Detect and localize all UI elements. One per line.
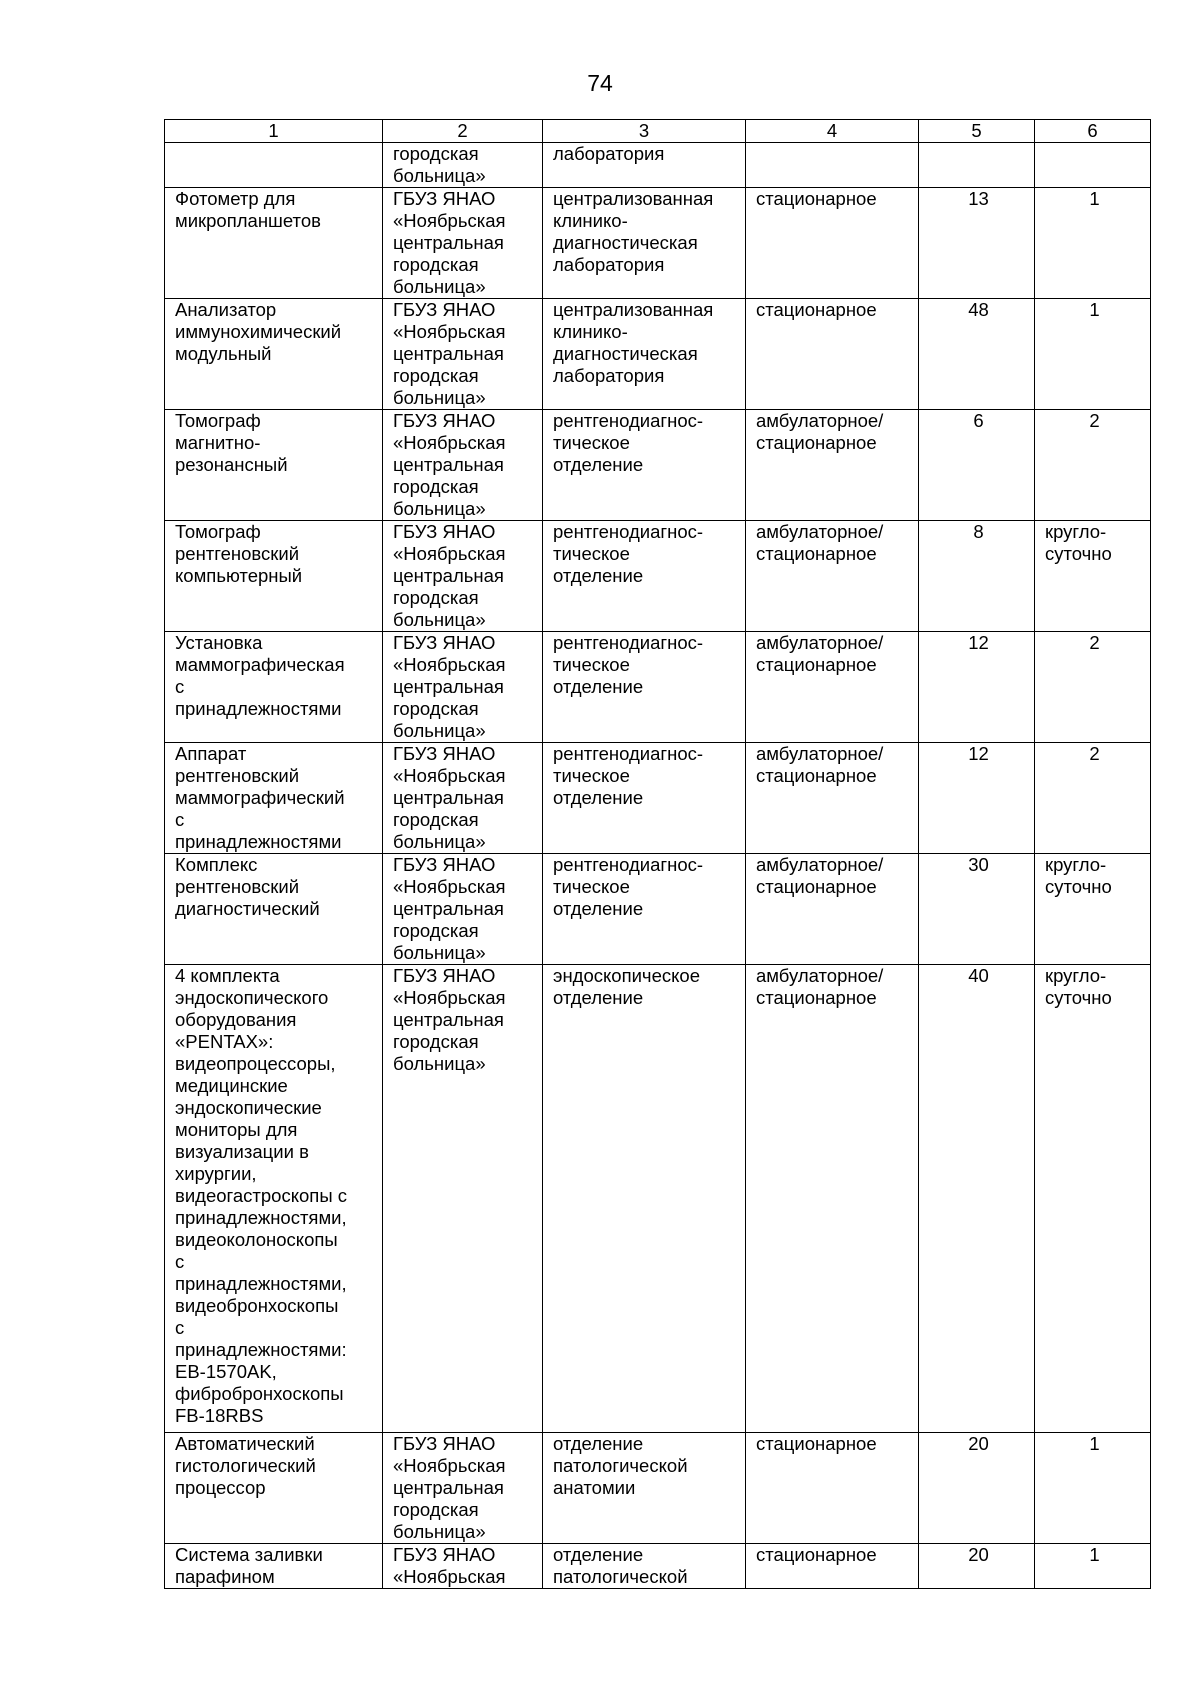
cell-text-line: рентгенодиагнос- — [553, 743, 704, 764]
cell-shifts — [1035, 410, 1151, 521]
column-header-5: 5 — [919, 120, 1035, 143]
cell-equipment-name — [165, 143, 383, 188]
cell-care-type — [746, 1433, 919, 1544]
cell-text-line: амбулаторное/ — [756, 743, 884, 764]
cell-text-line: Комплекс — [175, 854, 258, 875]
cell-organization — [383, 854, 543, 965]
cell-text-line: 1 — [1089, 1433, 1100, 1454]
cell-care-type — [746, 743, 919, 854]
cell-text-line: больница» — [393, 942, 486, 963]
table-row — [165, 1544, 1151, 1589]
cell-text-line: рентгеновский — [175, 543, 300, 564]
cell-care-type — [746, 410, 919, 521]
cell-text-line: лаборатория — [553, 254, 665, 275]
cell-text-line: принадлежностями — [175, 698, 342, 719]
cell-text-line: рентгеновский — [175, 876, 300, 897]
cell-text-line: с — [175, 1251, 185, 1272]
cell-department — [543, 143, 746, 188]
cell-text-line: фибробронхоскопы — [175, 1383, 344, 1404]
cell-shifts — [1035, 854, 1151, 965]
cell-equipment-name — [165, 299, 383, 410]
cell-text-line: с — [175, 809, 185, 830]
cell-department — [543, 632, 746, 743]
cell-text-line: с — [175, 1317, 185, 1338]
cell-care-type — [746, 521, 919, 632]
cell-text-line: медицинские — [175, 1075, 288, 1096]
table-row — [165, 632, 1151, 743]
cell-text-line: суточно — [1045, 987, 1112, 1008]
cell-shifts — [1035, 521, 1151, 632]
cell-text-line: рентгеновский — [175, 765, 300, 786]
cell-department — [543, 299, 746, 410]
cell-equipment-name — [165, 410, 383, 521]
cell-text-line: «Ноябрьская — [393, 210, 506, 231]
cell-text-line: центральная — [393, 787, 504, 808]
column-header-2: 2 — [383, 120, 543, 143]
column-header-6: 6 — [1035, 120, 1151, 143]
cell-text-line: амбулаторное/ — [756, 965, 884, 986]
cell-department — [543, 1544, 746, 1589]
cell-text-line: больница» — [393, 1521, 486, 1542]
table-body — [165, 143, 1151, 1589]
cell-text-line: больница» — [393, 387, 486, 408]
cell-text-line: больница» — [393, 609, 486, 630]
cell-text-line: Автоматический — [175, 1433, 315, 1454]
cell-organization — [383, 299, 543, 410]
cell-text-line: стационарное — [756, 654, 877, 675]
cell-text-line: городская — [393, 254, 479, 275]
cell-organization — [383, 1433, 543, 1544]
cell-text-line: центральная — [393, 1009, 504, 1030]
cell-department — [543, 965, 746, 1433]
cell-text-line: городская — [393, 1499, 479, 1520]
cell-text-line: городская — [393, 698, 479, 719]
cell-text-line: процессор — [175, 1477, 266, 1498]
header-row — [165, 120, 1151, 143]
cell-hours: 48 — [919, 299, 1035, 410]
cell-text-line: Анализатор — [175, 299, 277, 320]
cell-equipment-name — [165, 188, 383, 299]
cell-text-line: ГБУЗ ЯНАО — [393, 299, 496, 320]
column-header-3: 3 — [543, 120, 746, 143]
cell-equipment-name — [165, 521, 383, 632]
cell-text-line: отделение — [553, 787, 644, 808]
cell-text-line: рентгенодиагнос- — [553, 854, 704, 875]
cell-text-line: тическое — [553, 654, 630, 675]
cell-text-line: эндоскопическое — [553, 965, 700, 986]
cell-shifts — [1035, 188, 1151, 299]
cell-text-line: Установка — [175, 632, 263, 653]
cell-text-line: больница» — [393, 720, 486, 741]
cell-department — [543, 521, 746, 632]
table-row — [165, 143, 1151, 188]
cell-text-line: эндоскопические — [175, 1097, 322, 1118]
cell-text-line: визуализации в — [175, 1141, 309, 1162]
cell-text-line: гистологический — [175, 1455, 316, 1476]
cell-text-line: центральная — [393, 898, 504, 919]
cell-shifts — [1035, 1433, 1151, 1544]
table-row — [165, 743, 1151, 854]
cell-text-line: стационарное — [756, 1433, 877, 1454]
cell-text-line: центральная — [393, 1477, 504, 1498]
cell-text-line: анатомии — [553, 1477, 636, 1498]
cell-text-line: отделение — [553, 898, 644, 919]
cell-text-line: городская — [393, 809, 479, 830]
cell-text-line: 1 — [1089, 1544, 1100, 1565]
equipment-table — [164, 119, 1151, 1589]
cell-text-line: модульный — [175, 343, 272, 364]
cell-text-line: централизованная — [553, 299, 714, 320]
cell-care-type — [746, 965, 919, 1433]
cell-text-line: центральная — [393, 454, 504, 475]
cell-text-line: рентгенодиагнос- — [553, 521, 704, 542]
cell-text-line: стационарное — [756, 188, 877, 209]
cell-text-line: «Ноябрьская — [393, 765, 506, 786]
cell-hours: 8 — [919, 521, 1035, 632]
column-header-1: 1 — [165, 120, 383, 143]
cell-organization — [383, 632, 543, 743]
cell-shifts — [1035, 965, 1151, 1433]
cell-department — [543, 743, 746, 854]
cell-hours: 20 — [919, 1433, 1035, 1544]
cell-text-line: рентгенодиагнос- — [553, 632, 704, 653]
cell-text-line: стационарное — [756, 987, 877, 1008]
cell-text-line: ГБУЗ ЯНАО — [393, 521, 496, 542]
cell-text-line: лаборатория — [553, 143, 665, 164]
cell-hours: 30 — [919, 854, 1035, 965]
cell-text-line: «Ноябрьская — [393, 543, 506, 564]
table-header — [165, 120, 1151, 143]
cell-text-line: компьютерный — [175, 565, 303, 586]
cell-text-line: больница» — [393, 165, 486, 186]
cell-text-line: FB-18RBS — [175, 1405, 264, 1426]
cell-text-line: отделение — [553, 676, 644, 697]
table-row — [165, 521, 1151, 632]
cell-text-line: маммографическая — [175, 654, 345, 675]
cell-text-line: тическое — [553, 876, 630, 897]
cell-text-line: Томограф — [175, 410, 261, 431]
cell-hours: 13 — [919, 188, 1035, 299]
cell-text-line: EB-1570AK, — [175, 1361, 277, 1382]
cell-text-line: 1 — [1089, 299, 1100, 320]
cell-text-line: центральная — [393, 232, 504, 253]
cell-text-line: больница» — [393, 498, 486, 519]
cell-shifts — [1035, 1544, 1151, 1589]
cell-text-line: ГБУЗ ЯНАО — [393, 632, 496, 653]
cell-text-line: рентгенодиагнос- — [553, 410, 704, 431]
cell-text-line: мониторы для — [175, 1119, 298, 1140]
cell-shifts — [1035, 143, 1151, 188]
cell-text-line: стационарное — [756, 432, 877, 453]
table-row — [165, 410, 1151, 521]
cell-text-line: городская — [393, 365, 479, 386]
cell-text-line: больница» — [393, 1053, 486, 1074]
cell-department — [543, 410, 746, 521]
cell-text-line: Фотометр для — [175, 188, 296, 209]
cell-text-line: Аппарат — [175, 743, 247, 764]
cell-text-line: кругло- — [1045, 521, 1107, 542]
cell-organization — [383, 965, 543, 1433]
cell-text-line: 1 — [1089, 188, 1100, 209]
cell-organization — [383, 143, 543, 188]
cell-text-line: патологической — [553, 1566, 688, 1587]
cell-text-line: ГБУЗ ЯНАО — [393, 743, 496, 764]
cell-text-line: видеопроцессоры, — [175, 1053, 336, 1074]
cell-text-line: городская — [393, 143, 479, 164]
cell-text-line: «Ноябрьская — [393, 987, 506, 1008]
cell-hours: 40 — [919, 965, 1035, 1433]
cell-care-type — [746, 188, 919, 299]
cell-text-line: «PENTAX»: — [175, 1031, 274, 1052]
cell-text-line: принадлежностями — [175, 831, 342, 852]
cell-shifts — [1035, 299, 1151, 410]
cell-text-line: отделение — [553, 454, 644, 475]
cell-text-line: микропланшетов — [175, 210, 321, 231]
cell-care-type — [746, 299, 919, 410]
cell-text-line: принадлежностями, — [175, 1273, 347, 1294]
cell-text-line: видеоколоноскопы — [175, 1229, 338, 1250]
cell-text-line: кругло- — [1045, 965, 1107, 986]
table-row — [165, 1433, 1151, 1544]
cell-text-line: 2 — [1089, 410, 1100, 431]
cell-text-line: больница» — [393, 276, 486, 297]
cell-text-line: кругло- — [1045, 854, 1107, 875]
cell-text-line: маммографический — [175, 787, 345, 808]
cell-text-line: центральная — [393, 676, 504, 697]
cell-text-line: ГБУЗ ЯНАО — [393, 1544, 496, 1565]
cell-hours: 20 — [919, 1544, 1035, 1589]
cell-text-line: амбулаторное/ — [756, 632, 884, 653]
cell-text-line: с — [175, 676, 185, 697]
cell-text-line: лаборатория — [553, 365, 665, 386]
cell-equipment-name — [165, 1433, 383, 1544]
cell-text-line: «Ноябрьская — [393, 1455, 506, 1476]
cell-text-line: клинико- — [553, 321, 628, 342]
cell-text-line: «Ноябрьская — [393, 432, 506, 453]
cell-text-line: клинико- — [553, 210, 628, 231]
cell-shifts — [1035, 632, 1151, 743]
cell-department — [543, 188, 746, 299]
cell-department — [543, 1433, 746, 1544]
cell-text-line: патологической — [553, 1455, 688, 1476]
cell-text-line: стационарное — [756, 765, 877, 786]
cell-text-line: отделение — [553, 987, 644, 1008]
cell-text-line: эндоскопического — [175, 987, 329, 1008]
cell-text-line: больница» — [393, 831, 486, 852]
page-number: 74 — [587, 70, 613, 96]
cell-department — [543, 854, 746, 965]
cell-equipment-name — [165, 743, 383, 854]
cell-text-line: 4 комплекта — [175, 965, 280, 986]
cell-text-line: централизованная — [553, 188, 714, 209]
cell-text-line: ГБУЗ ЯНАО — [393, 854, 496, 875]
cell-text-line: амбулаторное/ — [756, 521, 884, 542]
cell-text-line: 2 — [1089, 632, 1100, 653]
cell-hours — [919, 143, 1035, 188]
cell-equipment-name — [165, 1544, 383, 1589]
cell-text-line: «Ноябрьская — [393, 876, 506, 897]
column-header-4: 4 — [746, 120, 919, 143]
cell-text-line: магнитно- — [175, 432, 261, 453]
cell-organization — [383, 743, 543, 854]
cell-text-line: Томограф — [175, 521, 261, 542]
cell-text-line: стационарное — [756, 876, 877, 897]
cell-care-type — [746, 854, 919, 965]
cell-equipment-name — [165, 632, 383, 743]
cell-text-line: видеобронхоскопы — [175, 1295, 339, 1316]
cell-text-line: диагностическая — [553, 232, 698, 253]
cell-shifts — [1035, 743, 1151, 854]
cell-text-line: принадлежностями: — [175, 1339, 347, 1360]
cell-hours: 12 — [919, 632, 1035, 743]
cell-text-line: иммунохимический — [175, 321, 342, 342]
cell-text-line: ГБУЗ ЯНАО — [393, 1433, 496, 1454]
cell-text-line: оборудования — [175, 1009, 297, 1030]
cell-text-line: диагностический — [175, 898, 320, 919]
cell-text-line: суточно — [1045, 543, 1112, 564]
cell-text-line: ГБУЗ ЯНАО — [393, 188, 496, 209]
cell-text-line: принадлежностями, — [175, 1207, 347, 1228]
cell-text-line: «Ноябрьская — [393, 321, 506, 342]
cell-care-type — [746, 143, 919, 188]
table-row — [165, 965, 1151, 1433]
cell-text-line: 2 — [1089, 743, 1100, 764]
cell-text-line: городская — [393, 476, 479, 497]
table-row — [165, 299, 1151, 410]
cell-text-line: центральная — [393, 343, 504, 364]
cell-text-line: стационарное — [756, 299, 877, 320]
cell-text-line: центральная — [393, 565, 504, 586]
cell-text-line: тическое — [553, 432, 630, 453]
cell-text-line: амбулаторное/ — [756, 854, 884, 875]
cell-care-type — [746, 1544, 919, 1589]
cell-text-line: видеогастроскопы с — [175, 1185, 348, 1206]
cell-organization — [383, 521, 543, 632]
cell-text-line: Система заливки — [175, 1544, 323, 1565]
cell-text-line: парафином — [175, 1566, 275, 1587]
cell-text-line: отделение — [553, 1433, 644, 1454]
cell-text-line: «Ноябрьская — [393, 654, 506, 675]
cell-text-line: городская — [393, 1031, 479, 1052]
cell-text-line: ГБУЗ ЯНАО — [393, 410, 496, 431]
cell-text-line: стационарное — [756, 1544, 877, 1565]
cell-text-line: хирургии, — [175, 1163, 257, 1184]
cell-text-line: городская — [393, 587, 479, 608]
cell-organization — [383, 188, 543, 299]
cell-hours: 6 — [919, 410, 1035, 521]
cell-equipment-name — [165, 965, 383, 1433]
cell-text-line: отделение — [553, 565, 644, 586]
table-row — [165, 854, 1151, 965]
cell-text-line: суточно — [1045, 876, 1112, 897]
cell-text-line: резонансный — [175, 454, 288, 475]
cell-text-line: отделение — [553, 1544, 644, 1565]
cell-organization — [383, 1544, 543, 1589]
cell-text-line: тическое — [553, 765, 630, 786]
cell-text-line: городская — [393, 920, 479, 941]
cell-text-line: ГБУЗ ЯНАО — [393, 965, 496, 986]
cell-text-line: диагностическая — [553, 343, 698, 364]
cell-organization — [383, 410, 543, 521]
cell-hours: 12 — [919, 743, 1035, 854]
cell-care-type — [746, 632, 919, 743]
table-row — [165, 188, 1151, 299]
cell-equipment-name — [165, 854, 383, 965]
cell-text-line: тическое — [553, 543, 630, 564]
cell-text-line: «Ноябрьская — [393, 1566, 506, 1587]
cell-text-line: амбулаторное/ — [756, 410, 884, 431]
cell-text-line: стационарное — [756, 543, 877, 564]
